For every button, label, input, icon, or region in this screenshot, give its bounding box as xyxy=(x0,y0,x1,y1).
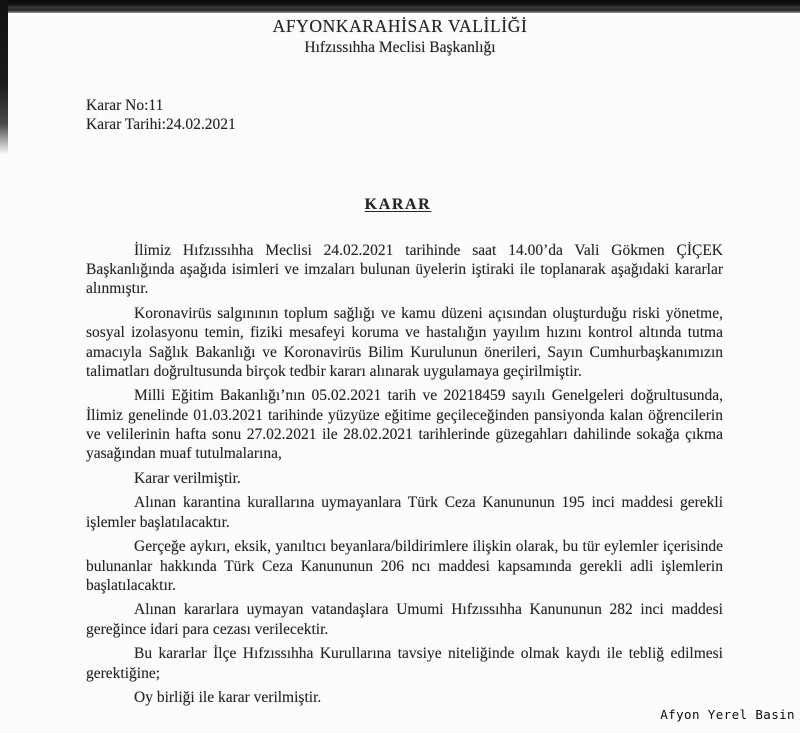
paragraph-introduction: İlimiz Hıfzıssıhha Meclisi 24.02.2021 tarihinde saat 14.00’da Vali Gökmen ÇİÇEK Başkanlığında aşağıda isimleri ve imzaları bulunan üyelerin iştiraki ile toplanarak aşağıdaki kararlar alınmıştır. xyxy=(86,242,723,298)
scan-artifact-top-edge xyxy=(0,0,800,13)
letterhead-organization: AFYONKARAHİSAR VALİLİĞİ xyxy=(272,16,528,36)
letterhead xyxy=(0,16,800,58)
paragraph-decision-given: Karar verilmiştir. xyxy=(134,469,241,487)
paragraph-penalty-tck-195: Alınan karantina kurallarına uymayanlara Türk Ceza Kanununun 195 inci maddesi gerekli işlemler başlatılacaktır. xyxy=(86,494,723,531)
decision-number: Karar No:11 xyxy=(86,97,164,114)
paragraph-notification: Bu kararlar İlçe Hıfzıssıhha Kurullarına tavsiye niteliğinde olmak kaydı ile tebliğ edilmesi gerektiğine; xyxy=(86,645,723,682)
paragraph-education-exemption: Milli Eğitim Bakanlığı’nın 05.02.2021 tarih ve 20218459 sayılı Genelgeleri doğrultusunda, İlimiz genelinde 01.03.2021 tarihinde yüzyüze eğitime geçileceğinden pansiyonda kalan öğrencilerin ve velilerinin hafta sonu 27.02.2021 ile 28.02.2021 tarihlerinde güzegahları dahilinde sokağa çıkma yasağından muaf tutulmalarına, xyxy=(86,387,723,463)
decision-body xyxy=(86,241,723,713)
letterhead-department: Hıfzıssıhha Meclisi Başkanlığı xyxy=(304,39,496,56)
decision-meta xyxy=(86,96,236,134)
decision-heading: KARAR xyxy=(364,196,432,213)
paragraph-penalty-tck-206: Gerçeğe aykırı, eksik, yanıltıcı beyanlara/bildirimlere ilişkin olarak, bu tür eylemler içerisinde bulunanlar hakkında Türk Ceza Kanununun 206 ncı maddesi kapsamında gerekli adli işlemlerin başlatılacaktır. xyxy=(86,538,723,594)
decision-date: Karar Tarihi:24.02.2021 xyxy=(86,116,236,133)
press-watermark: Afyon Yerel Basin xyxy=(660,707,795,722)
paragraph-unanimous-decision: Oy birliği ile karar verilmiştir. xyxy=(134,689,322,707)
paragraph-covid-measures: Koronavirüs salgınının toplum sağlığı ve kamu düzeni açısından oluşturduğu riski yönetme, sosyal izolasyonu temin, fiziki mesafeyi koruma ve hastalığın yayılım hızını kontrol altında tutma amacıyla Sağlık Bakanlığı ve Koronavirüs Bilim Kurulunun önerileri, Sayın Cumhurbaşkanımızın talimatları doğrultusunda birçok tedbir kararı alınarak uygulamaya geçirilmiştir. xyxy=(86,305,723,380)
paragraph-penalty-uhk-282: Alınan kararlara uymayan vatandaşlara Umumi Hıfzıssıhha Kanununun 282 inci maddesi gereğince idari para cezası verilecektir. xyxy=(86,601,723,638)
